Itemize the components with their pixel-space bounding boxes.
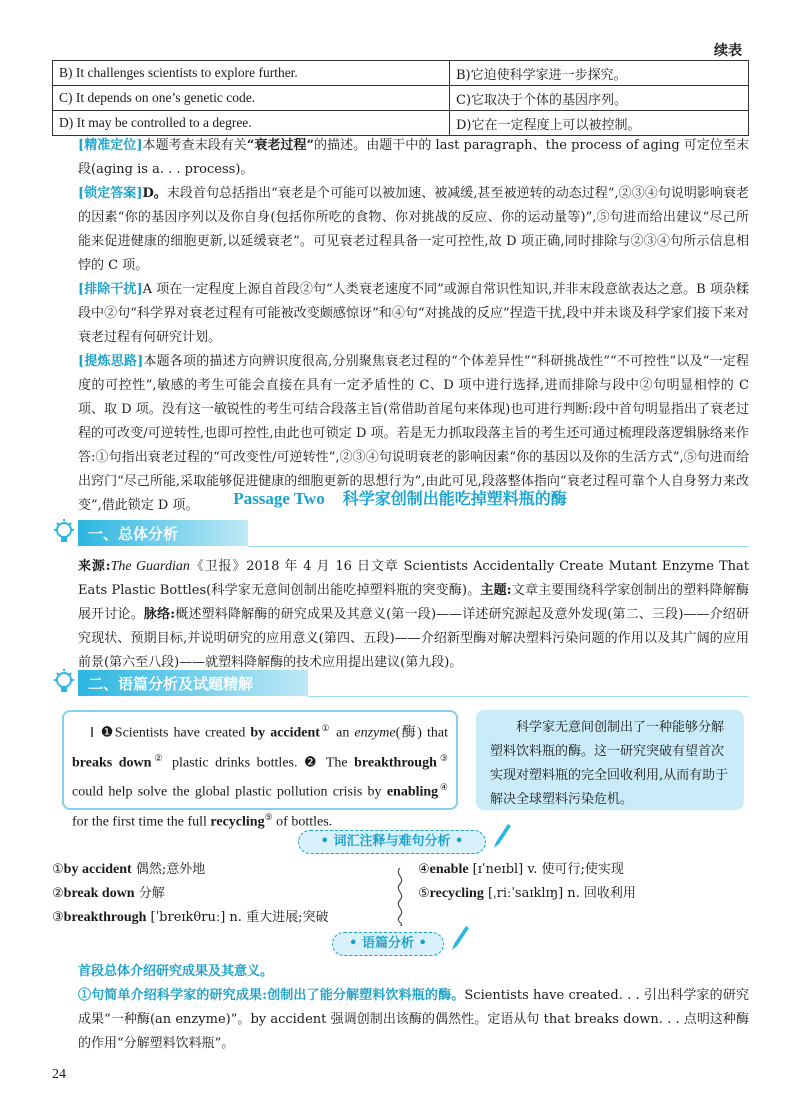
text: could help solve the global plastic pollution crisis by <box>72 784 387 800</box>
divider <box>248 546 749 547</box>
vocab-list-right <box>418 858 636 906</box>
translation: 科学家无意间创制出了一种能够分解塑料饮料瓶的酶。这一研究突破有望首次实现对塑料瓶的完全回收利用,从而有助于解决全球塑料污染危机。 <box>490 720 729 807</box>
list-item <box>418 858 636 882</box>
sentence-number: ❶ <box>100 725 115 741</box>
precise-location-paragraph <box>52 134 749 182</box>
vocab-word: breakthrough <box>63 910 147 925</box>
table-row <box>53 86 749 111</box>
vocab-term: enabling <box>386 784 439 800</box>
list-item <box>52 858 328 882</box>
answer-letter: D。 <box>142 186 167 201</box>
answer-paragraph <box>52 182 749 278</box>
list-item <box>52 882 328 906</box>
list-item <box>52 906 328 930</box>
option-zh: B)它迫使科学家进一步探究。 <box>450 61 749 86</box>
page-number: 24 <box>52 1067 66 1082</box>
passage-english-box <box>62 710 458 830</box>
tag-label: [精准定位] <box>78 138 143 153</box>
distractor-paragraph <box>52 278 749 350</box>
option-zh: C)它取决于个体的基因序列。 <box>450 86 749 111</box>
item-number: ④ <box>418 862 430 877</box>
text: 概述塑料降解酶的研究成果及其意义(第一段)——详述研究源起及意外发现(第二、三段)——介绍研究现状、预期目标,并说明研究的应用意义(第四、五段)——介绍新型酶对解决塑料污染问题的作用以及其广阔的应用前景(第六至八段)——就塑料降解酶的技术应用提出建议(第九段)。 <box>78 607 749 670</box>
option-zh: D)它在一定程度上可以被控制。 <box>450 111 749 136</box>
roman-numeral: Ⅰ <box>90 725 96 741</box>
vocab-section-pill: • 词汇注释与难句分析 • <box>298 830 486 854</box>
text: that <box>421 725 449 741</box>
item-number: ① <box>52 862 64 877</box>
text: an <box>331 725 355 741</box>
footnote-mark: ② <box>151 752 166 763</box>
analysis-heading <box>52 960 749 984</box>
gloss: (酶) <box>395 725 422 741</box>
tag-label: [提炼思路] <box>78 354 144 369</box>
passage-chinese-box <box>476 710 744 810</box>
vocab-term: enzyme <box>354 725 396 741</box>
vocab-definition: [ˈbreɪkθruː] n. 重大进展;突破 <box>146 910 329 925</box>
text: 本题考查末段有关 <box>142 138 247 153</box>
label: 来源: <box>78 559 111 574</box>
vocab-definition: 偶然;意外地 <box>131 862 206 877</box>
item-number: ⑤ <box>418 886 430 901</box>
item-number: ③ <box>52 910 64 925</box>
text: of bottles. <box>272 814 333 830</box>
text: Scientists have created <box>114 725 251 741</box>
analysis-highlight: ①句简单介绍科学家的研究成果:创制出了能分解塑料饮料瓶的酶。 <box>78 988 465 1003</box>
analysis-paragraph <box>52 984 749 1056</box>
vocab-word: enable <box>429 862 469 877</box>
passage-title-en: Passage Two <box>233 489 325 508</box>
analysis-section-pill: • 语篇分析 • <box>332 932 444 956</box>
label: 脉络: <box>143 607 176 622</box>
table-row <box>53 111 749 136</box>
vocab-term: recycling <box>210 814 265 830</box>
text: A 项在一定程度上源自首段②句“人类衰老速度不同”或源自常识性知识,并非末段意欲表达之意。B 项杂糅段中②句“科学界对衰老过程有可能被改变颇感惊讶”和④句“对挑战的反应”捏造干扰,段中并未谈及科学家们接下来对衰老过程有何研究计划。 <box>78 282 749 345</box>
footnote-mark: ① <box>319 723 332 733</box>
tag-label: [排除干扰] <box>78 282 143 297</box>
option-en: D) It may be controlled to a degree. <box>53 111 450 136</box>
text: 《卫报》2018 年 4 月 16 日文章 Scientists Accidentally Create Mutant Enzyme That Eats Plastic Bottles(科学家无意间创制出能吃掉塑料瓶的突变酶)。 <box>78 559 749 598</box>
vocab-definition: 分解 <box>134 886 165 901</box>
emphasis: “衰老过程” <box>246 138 314 153</box>
vocab-word: recycling <box>429 886 484 901</box>
divider <box>308 696 749 697</box>
section-title: 一、总体分析 <box>88 525 179 543</box>
option-en: C) It depends on one’s genetic code. <box>53 86 450 111</box>
table-row <box>53 61 749 86</box>
lightbulb-icon <box>52 668 76 698</box>
section-heading <box>52 668 749 698</box>
footnote-mark: ⑤ <box>264 811 273 822</box>
text: The <box>319 755 355 771</box>
footnote-mark: ④ <box>438 782 448 793</box>
vocab-term: breaks down <box>72 755 152 771</box>
lightbulb-icon <box>52 518 76 548</box>
passage-title-zh: 科学家创制出能吃掉塑料瓶的酶 <box>342 489 567 508</box>
publication: The Guardian <box>110 559 190 574</box>
vocab-list-left <box>52 858 328 930</box>
text: 的描述。由题干中的 last paragraph、the process of aging 可定位至末段(aging is a. . . process)。 <box>78 138 749 177</box>
vocab-term: breakthrough <box>354 755 437 771</box>
pen-icon <box>446 924 470 952</box>
continued-label: 续表 <box>714 43 742 59</box>
analysis-summary: 首段总体介绍研究成果及其意义。 <box>78 964 274 979</box>
text: plastic drinks bottles. <box>165 755 304 771</box>
section-bar <box>78 520 248 546</box>
option-en: B) It challenges scientists to explore further. <box>53 61 450 86</box>
vocab-definition: [ˌriːˈsaɪklɪŋ] n. 回收利用 <box>483 886 636 901</box>
vocab-word: break down <box>63 886 135 901</box>
sentence-number: ❷ <box>304 755 320 771</box>
section-heading <box>52 518 749 548</box>
passage-title <box>0 486 800 509</box>
text: 末段首句总括指出“衰老是个可能可以被加速、被减缓,甚至被逆转的动态过程”,②③④句说明影响衰老的因素“你的基因序列以及你自身(包括你所吃的食物、你对挑战的反应、你的运动量等)”,⑤句进而给出建议“尽己所能来促进健康的细胞更新,以延缓衰老”。可见衰老过程具备一定可控性,故 D 项正确,同时排除与②③④句所示信息相悖的 C 项。 <box>78 186 749 273</box>
overview-paragraph <box>52 555 749 675</box>
tag-label: [锁定答案] <box>78 186 143 201</box>
section-title: 二、语篇分析及试题精解 <box>88 675 254 693</box>
text: for the first time the full <box>72 814 211 830</box>
list-item <box>418 882 636 906</box>
pen-icon <box>488 822 512 850</box>
footnote-mark: ③ <box>436 752 448 763</box>
divider-squiggle <box>394 868 406 926</box>
vocab-word: by accident <box>63 862 132 877</box>
section-bar <box>78 670 308 696</box>
text: 本题各项的描述方向辨识度很高,分别聚焦衰老过程的“个体差异性”“科研挑战性”“不可控性”以及“一定程度的可控性”,敏感的考生可能会直接在具有一定矛盾性的 C、D 项中进行选择,进而排除与段中②句明显相悖的 C 项、取 D 项。没有这一敏锐性的考生可结合段落主旨(常借助首尾句来体现)也可进行判断:段中首句明显指出了衰老过程的可改变/可逆转性,也即可控性,由此也可锁定 D 项。若是无力抓取段落主旨的考生还可通过梳理段落逻辑脉络来作答:①句指出衰老过程的“可改变性/可逆转性”,②③④句说明衰老的影响因素“你的基因以及你的生活方式”,⑤句进而给出窍门“尽己所能,采取能够促进健康的细胞更新的思想行为”,由此可见,段落整体指向“衰老过程可靠个人自身努力来改变”,借此锁定 D 项。 <box>78 354 749 513</box>
vocab-term: by accident <box>250 725 320 741</box>
text: Scientists have created. . . 引出科学家的研究成果“一种酶(an enzyme)”。by accident 强调创制出该酶的偶然性。定语从句 that breaks down. . . 点明这种酶的作用“分解塑料饮料瓶”。 <box>78 988 749 1051</box>
label: 主题: <box>480 583 512 598</box>
text: 文章主要围绕科学家创制出的塑料降解酶展开讨论。 <box>78 583 749 622</box>
vocab-definition: [ɪˈneɪbl] v. 使可行;使实现 <box>468 862 624 877</box>
item-number: ② <box>52 886 64 901</box>
options-table <box>52 60 749 136</box>
